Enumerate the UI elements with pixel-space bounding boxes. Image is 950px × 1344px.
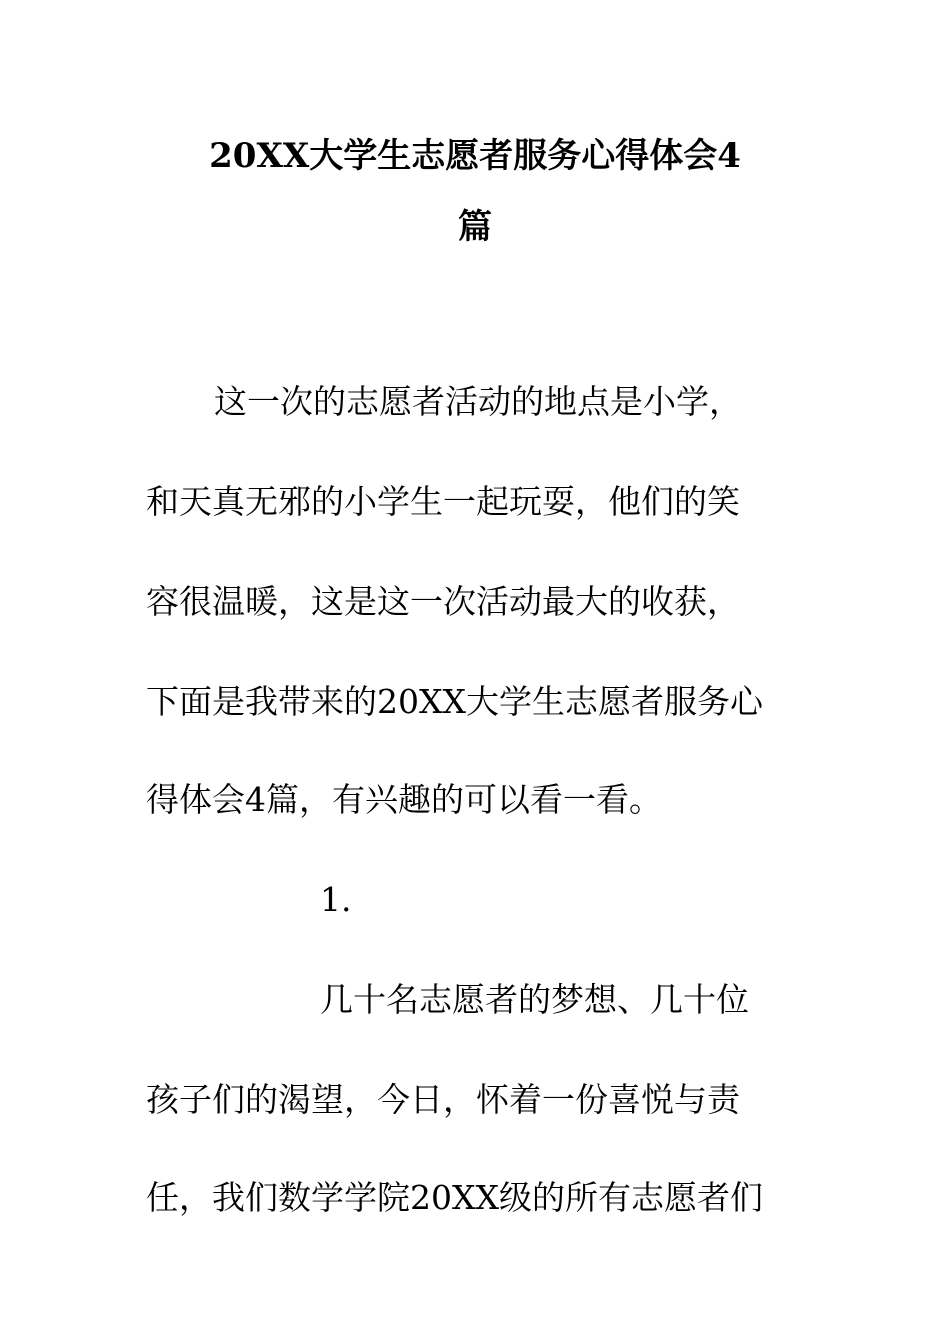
section-line-1: 几十名志愿者的梦想、几十位 — [320, 980, 749, 1019]
document-title-line-2: 篇 — [458, 207, 492, 247]
intro-line-4: 下面是我带来的20XX大学生志愿者服务心 — [146, 682, 763, 721]
document-title-line-1: 20XX大学生志愿者服务心得体会4 — [209, 136, 741, 176]
intro-line-2: 和天真无邪的小学生一起玩耍，他们的笑 — [146, 482, 740, 521]
section-number: 1. — [320, 880, 352, 919]
section-line-3: 任，我们数学学院20XX级的所有志愿者们 — [146, 1178, 763, 1217]
section-line-2: 孩子们的渴望，今日，怀着一份喜悦与责 — [146, 1080, 740, 1119]
intro-line-3: 容很温暖，这是这一次活动最大的收获， — [146, 582, 740, 621]
intro-line-1: 这一次的志愿者活动的地点是小学， — [214, 382, 742, 421]
intro-line-5: 得体会4篇，有兴趣的可以看一看。 — [146, 780, 662, 819]
